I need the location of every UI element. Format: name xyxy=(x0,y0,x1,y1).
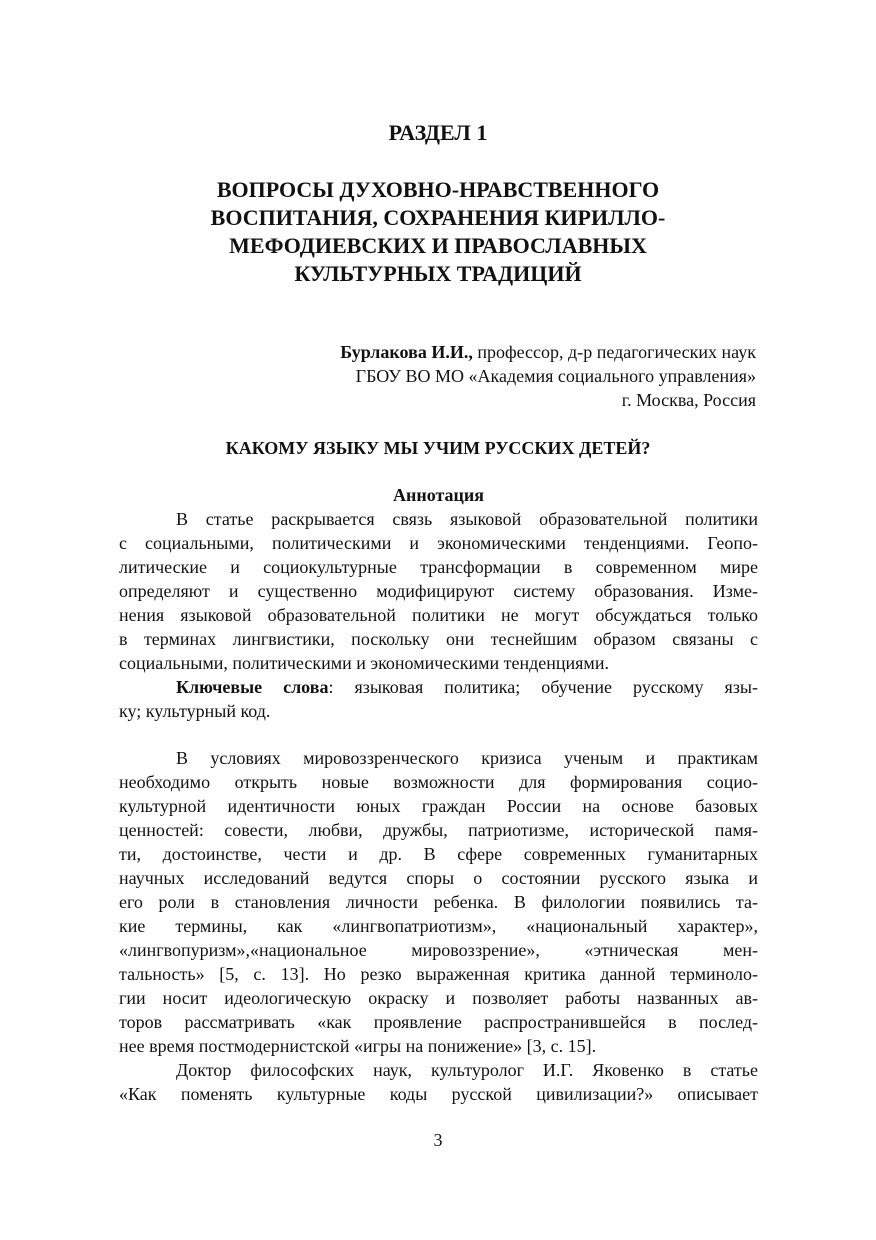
body-line: нее время постмодернистской «игры на понижение» [3, с. 15]. xyxy=(119,1036,597,1056)
body-line: культурной идентичности юных граждан России на основе базовых xyxy=(119,796,758,816)
body-line: гии носит идеологическую окраску и позволяет работы названных ав- xyxy=(119,988,758,1008)
annotation-heading: Аннотация xyxy=(392,485,485,505)
body-line: кие термины, как «лингвопатриотизм», «национальный характер», xyxy=(119,916,758,936)
keywords-text: : языковая политика; обучение русскому язы- xyxy=(328,677,759,697)
annotation-line: социальными, политическими и экономическими тенденциями. xyxy=(119,653,609,673)
annotation-line: с социальными, политическими и экономическими тенденциями. Геопо- xyxy=(119,533,758,553)
annotation-line: В статье раскрывается связь языковой образовательной политики xyxy=(176,509,758,529)
body-line: тальность» [5, с. 13]. Но резко выраженная критика данной терминоло- xyxy=(119,964,758,984)
body-line: Доктор философских наук, культуролог И.Г. Яковенко в статье xyxy=(176,1060,758,1080)
section-label: РАЗДЕЛ 1 xyxy=(388,120,488,145)
annotation-line: определяют и существенно модифицируют систему образования. Изме- xyxy=(119,581,758,601)
author-organization: ГБОУ ВО МО «Академия социального управления» xyxy=(355,366,756,386)
article-title: КАКОМУ ЯЗЫКУ МЫ УЧИМ РУССКИХ ДЕТЕЙ? xyxy=(225,438,651,458)
annotation-line: литические и социокультурные трансформации в современном мире xyxy=(119,557,758,577)
body-line: В условиях мировоззренческого кризиса ученым и практикам xyxy=(176,748,758,768)
author-location: г. Москва, Россия xyxy=(621,390,756,410)
author-line xyxy=(200,340,756,364)
author-position: профессор, д-р педагогических наук xyxy=(472,342,756,362)
annotation-line: нения языковой образовательной политики не могут обсуждаться только xyxy=(119,605,758,625)
section-title-line: КУЛЬТУРНЫХ ТРАДИЦИЙ xyxy=(294,261,582,286)
body-line: научных исследований ведутся споры о состоянии русского языка и xyxy=(119,868,758,888)
body-line: торов рассматривать «как проявление распространившейся в послед- xyxy=(119,1012,758,1032)
body-line: ценностей: совести, любви, дружбы, патриотизме, исторической памя- xyxy=(119,820,758,840)
keywords-line: ку; культурный код. xyxy=(119,701,271,721)
annotation-block xyxy=(119,483,758,723)
body-text xyxy=(119,746,758,1106)
keywords-line xyxy=(119,675,758,699)
section-title-line: ВОПРОСЫ ДУХОВНО-НРАВСТВЕННОГО xyxy=(216,177,660,202)
section-title-line: ВОСПИТАНИЯ, СОХРАНЕНИЯ КИРИЛЛО- xyxy=(210,205,666,230)
author-name: Бурлакова И.И., xyxy=(340,342,473,362)
author-block xyxy=(200,340,756,412)
body-line: «лингвопуризм»,«национальное мировоззрение», «этническая мен- xyxy=(119,940,758,960)
annotation-line: в терминах лингвистики, поскольку они теснейшим образом связаны с xyxy=(119,629,758,649)
page-number: 3 xyxy=(433,1130,443,1150)
body-line: его роли в становления личности ребенка. В филологии появились та- xyxy=(119,892,758,912)
body-line: ти, достоинстве, чести и др. В сфере современных гуманитарных xyxy=(119,844,758,864)
section-title xyxy=(120,176,756,288)
body-line: необходимо открыть новые возможности для формирования социо- xyxy=(119,772,758,792)
body-line: «Как поменять культурные коды русской цивилизации?» описывает xyxy=(119,1084,758,1104)
keywords-label: Ключевые слова xyxy=(176,677,329,697)
section-title-line: МЕФОДИЕВСКИХ И ПРАВОСЛАВНЫХ xyxy=(229,233,647,258)
